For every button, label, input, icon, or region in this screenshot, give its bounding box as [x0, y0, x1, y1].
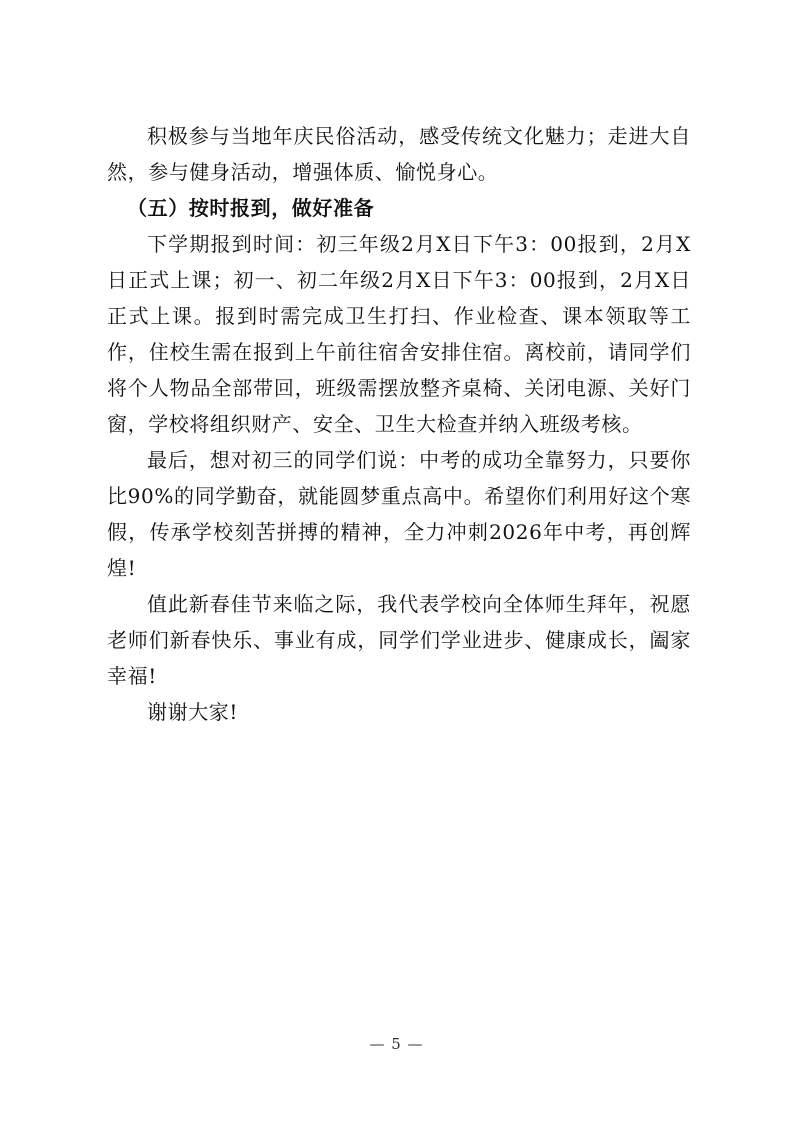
paragraph-registration: 下学期报到时间：初三年级2月X日下午3：00报到，2月X日正式上课；初一、初二年级2月X日下午3：00报到，2月X日正式上课。报到时需完成卫生打扫、作业检查、课本领取等工作，住校生需在报到上午前往宿舍安排住宿。离校前，请同学们将个人物品全部带回，班级需摆放整齐桌椅、关闭电源、关好门窗，学校将组织财产、安全、卫生大检查并纳入班级考核。 — [107, 232, 691, 436]
document-body — [107, 118, 691, 730]
paragraph-message-to-grade-nine: 最后，想对初三的同学们说：中考的成功全靠努力，只要你比90%的同学勤奋，就能圆梦重点高中。希望你们利用好这个寒假，传承学校刻苦拼搏的精神，全力冲刺2026年中考，再创辉煌! — [107, 448, 691, 580]
paragraph-thanks: 谢谢大家! — [147, 700, 239, 724]
section-heading-report-on-time: （五）按时报到，做好准备 — [127, 196, 375, 220]
paragraph-activities: 积极参与当地年庆民俗活动，感受传统文化魅力；走进大自然，参与健身活动，增强体质、愉悦身心。 — [107, 124, 691, 184]
page-number: — 5 — — [369, 1035, 424, 1053]
paragraph-new-year-greeting: 值此新春佳节来临之际，我代表学校向全体师生拜年，祝愿老师们新春快乐、事业有成，同学们学业进步、健康成长，阖家幸福! — [107, 592, 691, 688]
